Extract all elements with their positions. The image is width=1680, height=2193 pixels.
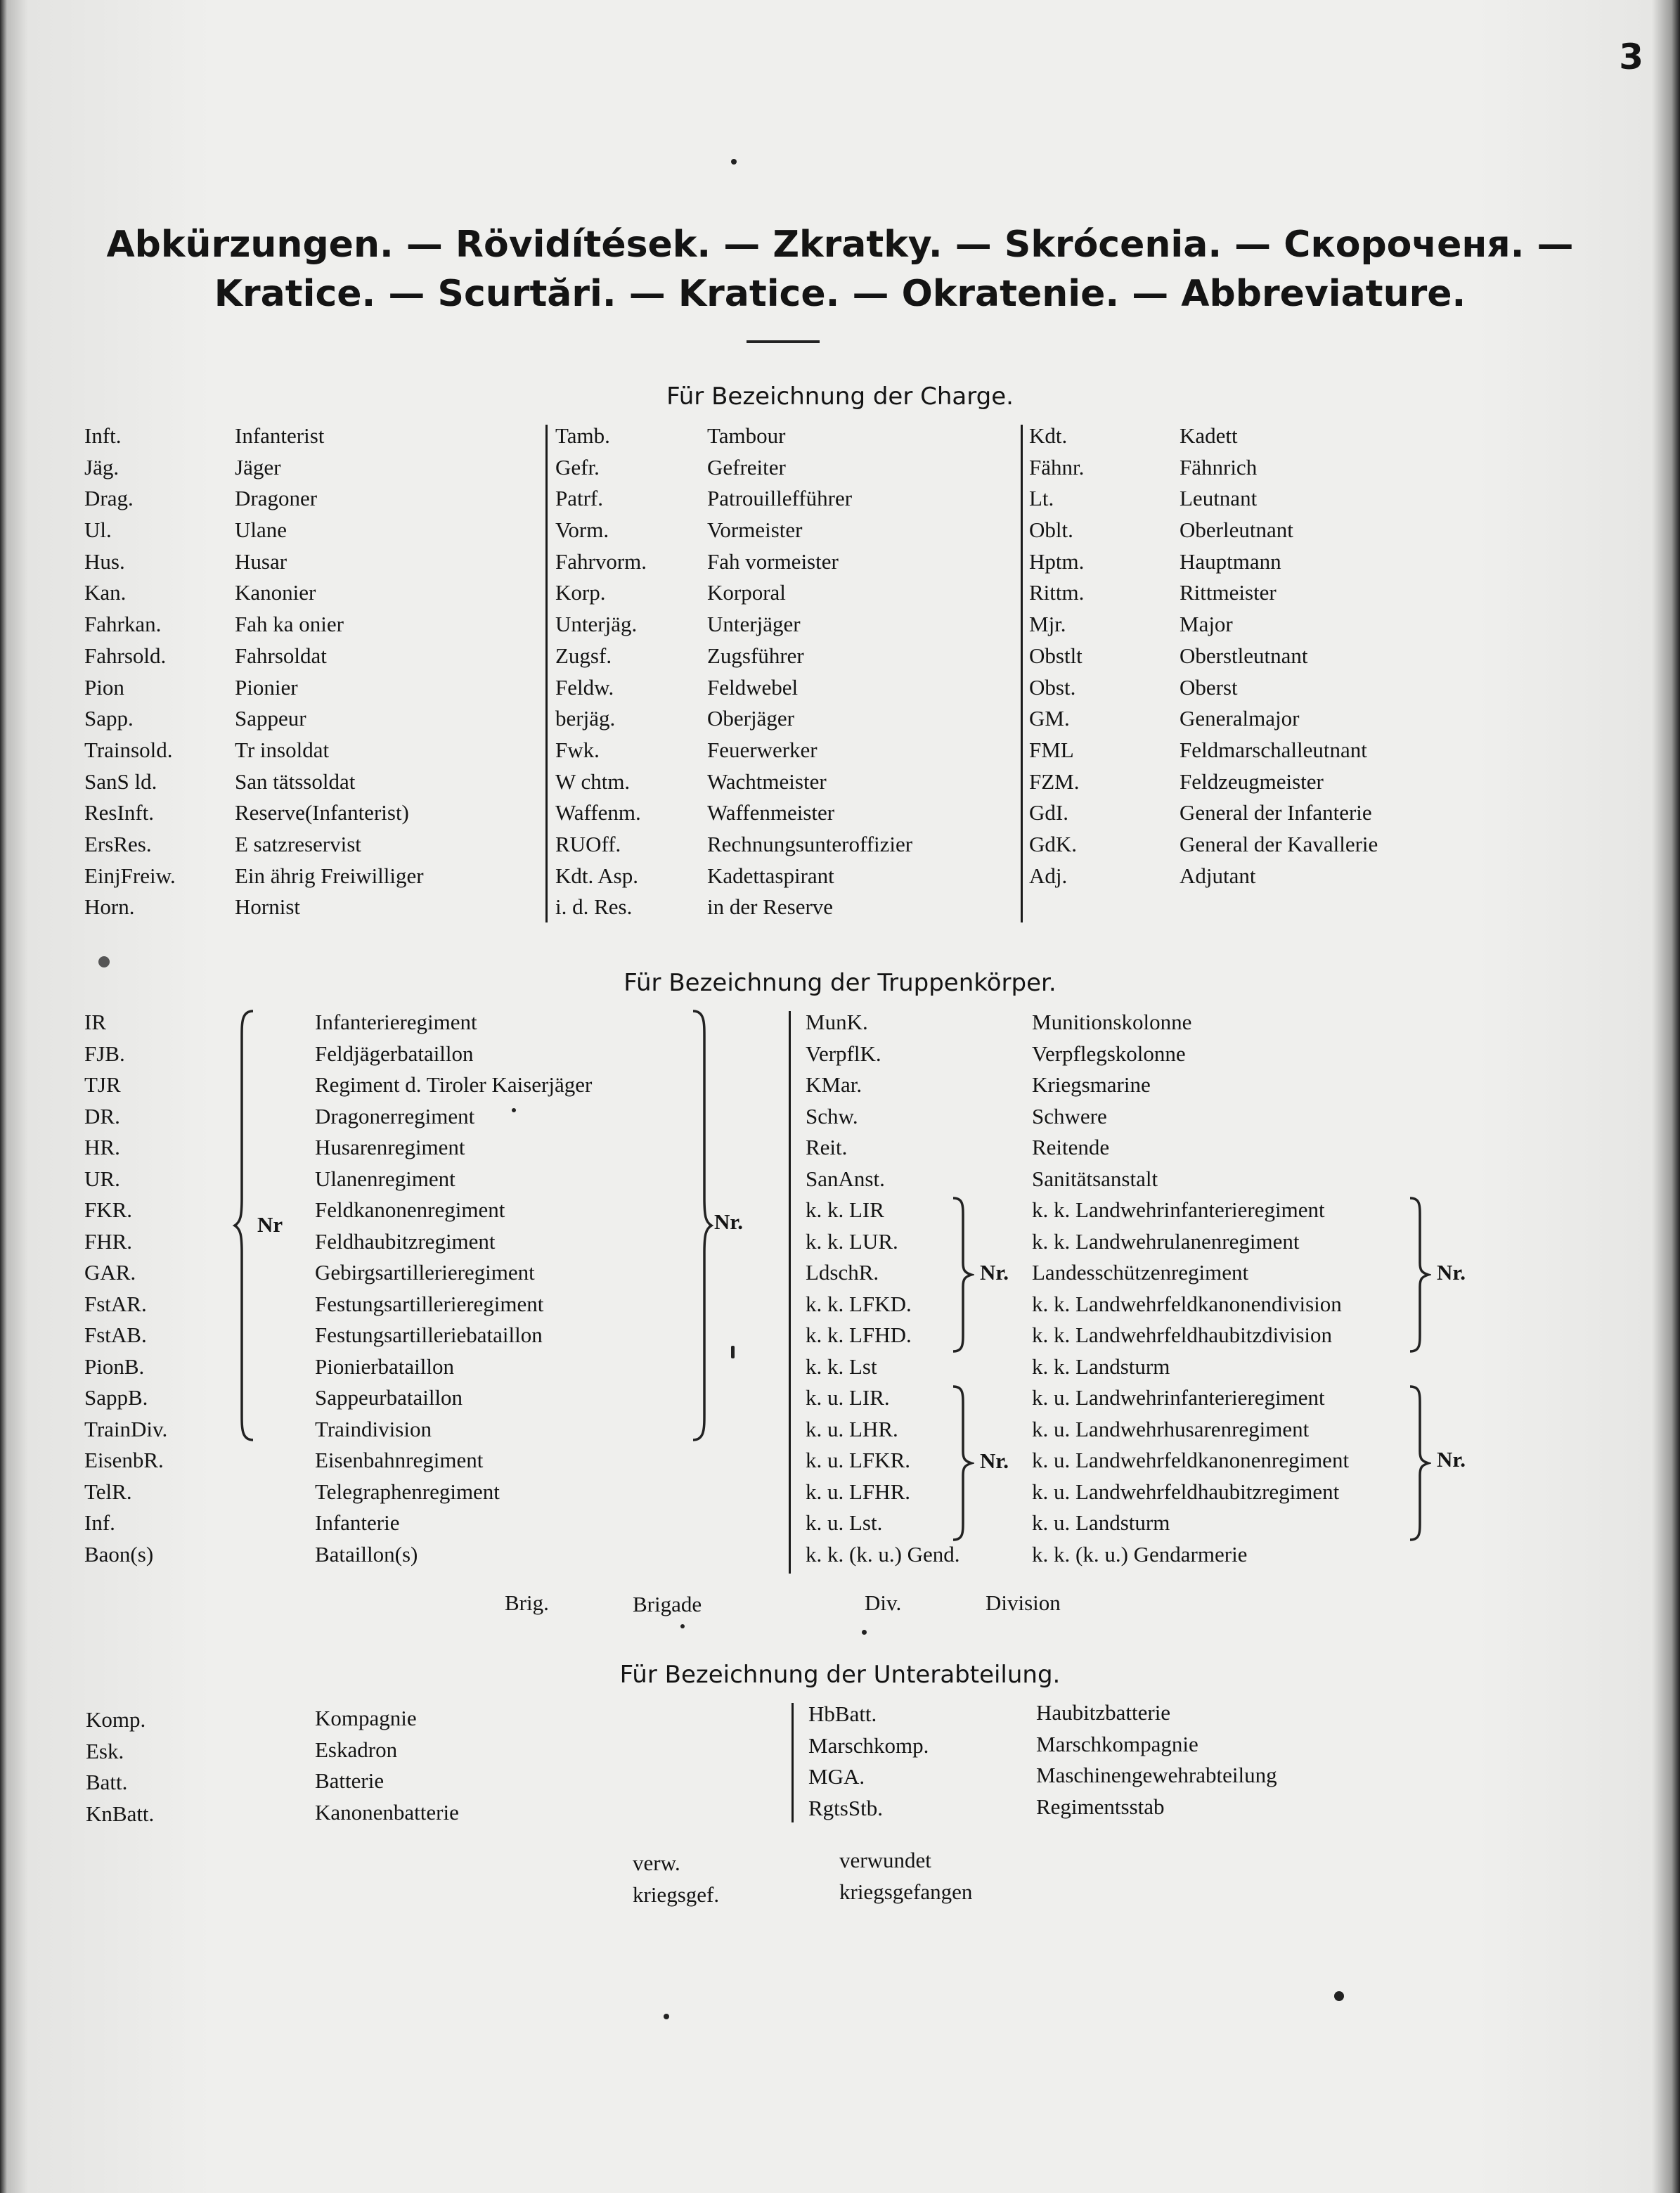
term: k. k. Landsturm	[1032, 1353, 1170, 1379]
term: Kadettaspirant	[707, 863, 834, 888]
abbr: FstAB.	[84, 1323, 147, 1347]
unterabteilung-left-full-list	[315, 1703, 459, 1829]
abbr: Mjr.	[1029, 612, 1066, 637]
abbr: GdK.	[1029, 831, 1078, 856]
term: Bataillon(s)	[315, 1541, 418, 1567]
term: Sanitätsanstalt	[1032, 1166, 1158, 1191]
abbr: Lt.	[1029, 486, 1054, 511]
abbr: Hus.	[84, 548, 125, 574]
unterabteilung-divider	[791, 1703, 794, 1822]
abbr: GAR.	[84, 1260, 136, 1285]
abbr: MGA.	[808, 1764, 865, 1789]
abbr: Tamb.	[555, 423, 610, 448]
abbr: Obstlt	[1029, 643, 1083, 668]
abbr: Rittm.	[1029, 580, 1085, 605]
abbr: k. k. LFKD.	[806, 1291, 912, 1316]
abbr: MunK.	[806, 1010, 868, 1034]
abbr: TrainDiv.	[84, 1416, 168, 1441]
extra-full-list	[839, 1845, 972, 1908]
abbr: Baon(s)	[84, 1541, 154, 1567]
abbr: Drag.	[84, 486, 134, 511]
term: Oberleutnant	[1180, 517, 1293, 543]
truppen-nr-label-right-2: Nr.	[1437, 1447, 1466, 1472]
term: Tambour	[707, 423, 786, 448]
abbr: Trainsold.	[84, 737, 173, 762]
term: Wachtmeister	[707, 768, 827, 794]
abbr: Sapp.	[84, 706, 134, 731]
term: Munitionskolonne	[1032, 1010, 1192, 1034]
term: k. k. Landwehrfeldhaubitzdivision	[1032, 1323, 1333, 1347]
term: Landesschützenregiment	[1032, 1260, 1249, 1285]
term: Ulanenregiment	[315, 1166, 455, 1191]
term: Schwere	[1032, 1103, 1107, 1128]
term: Gefreiter	[707, 454, 786, 480]
abbr: ResInft.	[84, 800, 155, 825]
abbr: TelR.	[84, 1479, 132, 1504]
scan-speck	[731, 159, 737, 165]
term: Korporal	[707, 580, 786, 605]
abbr: berjäg.	[555, 706, 616, 731]
term: Reserve(Infanterist)	[235, 800, 409, 825]
abbr: GM.	[1029, 706, 1070, 731]
abbr: Fähnr.	[1029, 454, 1085, 480]
term: Eskadron	[315, 1737, 398, 1762]
abbr: Fahrvorm.	[555, 548, 647, 574]
term: Major	[1180, 612, 1233, 637]
charge-col1-abbr-list	[84, 420, 176, 923]
term: Fah vormeister	[707, 548, 839, 574]
term: Dragonerregiment	[315, 1103, 475, 1128]
term: Maschinengewehrabteilung	[1036, 1763, 1277, 1788]
term: Kompagnie	[315, 1706, 417, 1730]
term: k. k. Landwehrulanenregiment	[1032, 1228, 1300, 1254]
term: Rechnungsunteroffizier	[707, 831, 913, 856]
abbr: RgtsStb.	[808, 1796, 883, 1821]
abbr: k. u. LIR.	[806, 1385, 890, 1410]
abbr: Oblt.	[1029, 517, 1073, 543]
abbr: Gefr.	[555, 454, 600, 480]
abbr: Patrf.	[555, 486, 604, 511]
truppen-right-brace-2	[950, 1384, 974, 1543]
charge-heading: Für Bezeichnung der Charge.	[666, 382, 1014, 411]
abbr: k. k. (k. u.) Gend.	[806, 1541, 960, 1567]
page-number: 3	[1619, 37, 1643, 77]
abbr: DR.	[84, 1103, 120, 1128]
term: Reitende	[1032, 1135, 1110, 1159]
truppen-heading: Für Bezeichnung der Truppenkörper.	[623, 969, 1057, 997]
term: Rittmeister	[1180, 580, 1277, 605]
abbr: FJB.	[84, 1041, 125, 1066]
abbr: Esk.	[86, 1738, 124, 1763]
term: Hornist	[235, 894, 300, 920]
abbr: Inft.	[84, 423, 122, 448]
charge-col3-abbr-list	[1029, 420, 1084, 892]
truppen-right-full-list	[1032, 1007, 1349, 1570]
title-rule	[747, 340, 820, 343]
abbr: Reit.	[806, 1135, 848, 1159]
abbr: SanS ld.	[84, 768, 157, 794]
term: Infanterist	[235, 423, 325, 448]
term: Oberstleutnant	[1180, 643, 1308, 668]
abbr: Marschkomp.	[808, 1732, 929, 1758]
term: Feldkanonenregiment	[315, 1197, 505, 1222]
abbr: kriegsgef.	[633, 1882, 720, 1907]
term: Telegraphenregiment	[315, 1479, 500, 1504]
term: Regimentsstab	[1036, 1794, 1165, 1820]
term: k. u. Landwehrfeldhaubitzregiment	[1032, 1479, 1340, 1504]
charge-divider-2	[1021, 425, 1023, 922]
abbr: SappB.	[84, 1385, 148, 1410]
truppen-nr-label-left: Nr	[257, 1212, 283, 1237]
truppen-left-brace-close	[687, 1008, 716, 1443]
term: Leutnant	[1180, 486, 1258, 511]
abbr: Vorm.	[555, 517, 609, 543]
term: Infanterie	[315, 1510, 400, 1535]
term: Kadett	[1180, 423, 1238, 448]
term: Feuerwerker	[707, 737, 818, 762]
truppen-right-brace-4	[1407, 1384, 1431, 1543]
abbr: W chtm.	[555, 768, 631, 794]
term: Pionier	[235, 674, 298, 700]
term: k. k. Landwehrinfanterieregiment	[1032, 1197, 1325, 1222]
term: E satzreservist	[235, 831, 361, 856]
abbr: Kdt. Asp.	[555, 863, 638, 888]
truppen-nr-label-right: Nr.	[714, 1209, 744, 1234]
charge-col1-full-list	[235, 420, 424, 923]
abbr: k. k. LIR	[806, 1197, 884, 1222]
scan-speck	[664, 2014, 669, 2019]
brig-full: Brigade	[633, 1592, 702, 1616]
abbr: verw.	[633, 1851, 680, 1875]
term: Feldwebel	[707, 674, 799, 700]
truppen-right-brace-1	[950, 1195, 974, 1354]
term: San tätssoldat	[235, 768, 356, 794]
charge-divider-1	[545, 425, 548, 922]
term: Pionierbataillon	[315, 1353, 455, 1379]
unterabteilung-right-abbr-list	[808, 1699, 929, 1825]
term: Kanonier	[235, 580, 316, 605]
abbr: Obst.	[1029, 674, 1076, 700]
abbr: FZM.	[1029, 768, 1080, 794]
truppen-nr-label-mid-1: Nr.	[980, 1260, 1009, 1285]
term: Dragoner	[235, 486, 318, 511]
term: Kanonenbatterie	[315, 1800, 459, 1825]
extra-abbr-list	[633, 1848, 719, 1910]
term: Eisenbahnregiment	[315, 1448, 484, 1472]
truppen-right-abbr-list	[806, 1007, 960, 1570]
abbr: TJR	[84, 1072, 121, 1097]
term: k. k. (k. u.) Gendarmerie	[1032, 1541, 1248, 1567]
scan-speck	[731, 1346, 735, 1358]
abbr: Fahrsold.	[84, 643, 167, 668]
abbr: FKR.	[84, 1197, 133, 1222]
abbr: KMar.	[806, 1072, 862, 1097]
term: Batterie	[315, 1768, 385, 1794]
abbr: FML	[1029, 737, 1074, 762]
abbr: k. u. LFHR.	[806, 1479, 910, 1504]
term: Patrouillefführer	[707, 486, 853, 511]
abbr: Horn.	[84, 894, 135, 920]
truppen-left-abbr-list	[84, 1007, 167, 1570]
term: Festungsartillerieregiment	[315, 1291, 544, 1316]
abbr: Pion	[84, 674, 124, 700]
abbr: Komp.	[86, 1707, 146, 1732]
term: Festungsartilleriebataillon	[315, 1323, 543, 1347]
abbr: RUOff.	[555, 831, 621, 856]
term: Unterjäger	[707, 612, 801, 637]
term: verwundet	[839, 1848, 931, 1872]
term: Fah ka onier	[235, 612, 344, 637]
term: Sappeur	[235, 706, 306, 731]
truppen-left-brace-open	[232, 1008, 260, 1443]
div-full: Division	[986, 1590, 1061, 1615]
abbr: Korp.	[555, 580, 606, 605]
scan-speck	[680, 1624, 685, 1628]
title-line-1: Abkürzungen. — Rövidítések. — Zkratky. — Skrócenia. — Скороченя. —	[106, 224, 1574, 266]
truppen-nr-label-right-1: Nr.	[1437, 1260, 1466, 1285]
abbr: Fahrkan.	[84, 612, 162, 637]
abbr: k. k. LUR.	[806, 1228, 898, 1254]
term: Husar	[235, 548, 287, 574]
abbr: HbBatt.	[808, 1702, 877, 1726]
term: k. u. Landwehrfeldkanonenregiment	[1032, 1448, 1350, 1472]
abbr: VerpflK.	[806, 1041, 881, 1066]
abbr: Hptm.	[1029, 548, 1085, 574]
abbr: Kan.	[84, 580, 127, 605]
abbr: ErsRes.	[84, 831, 152, 856]
term: Feldzeugmeister	[1180, 768, 1324, 794]
abbr: UR.	[84, 1166, 120, 1191]
abbr: Fwk.	[555, 737, 600, 762]
unterabteilung-left-abbr-list	[86, 1704, 154, 1830]
term: Gebirgsartillerieregiment	[315, 1260, 535, 1285]
abbr: FstAR.	[84, 1291, 147, 1316]
term: Infanterieregiment	[315, 1010, 477, 1034]
charge-col3-full-list	[1180, 420, 1378, 892]
abbr: Adj.	[1029, 863, 1068, 888]
scan-speck	[1334, 1991, 1344, 2001]
abbr: Waffenm.	[555, 800, 641, 825]
term: Generalmajor	[1180, 706, 1300, 731]
abbr: Unterjäg.	[555, 612, 638, 637]
abbr: Kdt.	[1029, 423, 1068, 448]
abbr: k. u. Lst.	[806, 1510, 883, 1535]
term: Marschkompagnie	[1036, 1731, 1198, 1756]
term: Zugsführer	[707, 643, 804, 668]
abbr: Inf.	[84, 1510, 115, 1535]
term: Oberst	[1180, 674, 1238, 700]
term: k. u. Landsturm	[1032, 1510, 1170, 1535]
abbr: SanAnst.	[806, 1166, 885, 1191]
truppen-left-full-list	[315, 1007, 592, 1570]
term: Waffenmeister	[707, 800, 835, 825]
brig-abbr: Brig.	[505, 1590, 549, 1615]
abbr: Ul.	[84, 517, 112, 543]
term: Vormeister	[707, 517, 803, 543]
truppen-nr-label-mid-2: Nr.	[980, 1448, 1009, 1473]
abbr: k. k. Lst	[806, 1353, 877, 1379]
term: Verpflegskolonne	[1032, 1041, 1186, 1066]
term: kriegsgefangen	[839, 1879, 973, 1904]
term: Ulane	[235, 517, 287, 543]
abbr: IR	[84, 1010, 106, 1034]
abbr: Zugsf.	[555, 643, 612, 668]
term: Husarenregiment	[315, 1135, 465, 1159]
term: Ein ährig Freiwilliger	[235, 863, 424, 888]
term: Feldmarschalleutnant	[1180, 737, 1367, 762]
charge-col2-abbr-list	[555, 420, 647, 923]
abbr: EisenbR.	[84, 1448, 164, 1472]
term: k. k. Landwehrfeldkanonendivision	[1032, 1291, 1342, 1316]
term: Tr insoldat	[235, 737, 330, 762]
term: General der Infanterie	[1180, 800, 1372, 825]
unterabteilung-heading: Für Bezeichnung der Unterabteilung.	[619, 1661, 1061, 1689]
abbr: LdschR.	[806, 1260, 879, 1285]
term: Hauptmann	[1180, 548, 1281, 574]
abbr: HR.	[84, 1135, 120, 1159]
abbr: PionB.	[84, 1353, 145, 1379]
title-line-2: Kratice. — Scurtări. — Kratice. — Okratenie. — Abbreviature.	[214, 273, 1466, 315]
unterabteilung-right-full-list	[1036, 1697, 1277, 1823]
term: Sappeurbataillon	[315, 1385, 463, 1410]
term: Adjutant	[1180, 863, 1256, 888]
term: Oberjäger	[707, 706, 794, 731]
abbr: Batt.	[86, 1770, 128, 1795]
term: Regiment d. Tiroler Kaiserjäger	[315, 1072, 593, 1097]
term: k. u. Landwehrinfanterieregiment	[1032, 1385, 1325, 1410]
abbr: i. d. Res.	[555, 894, 633, 920]
abbr: Jäg.	[84, 454, 119, 480]
term: Feldjägerbataillon	[315, 1041, 474, 1066]
term: Fahrsoldat	[235, 643, 327, 668]
truppen-right-brace-3	[1407, 1195, 1431, 1354]
truppen-divider	[789, 1011, 791, 1574]
term: Traindivision	[315, 1416, 432, 1441]
abbr: EinjFreiw.	[84, 863, 176, 888]
abbr: k. u. LHR.	[806, 1416, 898, 1441]
abbr: k. u. LFKR.	[806, 1448, 910, 1472]
term: Haubitzbatterie	[1036, 1700, 1171, 1725]
abbr: Feldw.	[555, 674, 614, 700]
scan-speck	[862, 1630, 867, 1635]
term: Fähnrich	[1180, 454, 1258, 480]
div-abbr: Div.	[865, 1590, 902, 1615]
abbr: k. k. LFHD.	[806, 1323, 912, 1347]
term: Jäger	[235, 454, 281, 480]
abbr: KnBatt.	[86, 1801, 155, 1827]
abbr: FHR.	[84, 1228, 133, 1254]
term: General der Kavallerie	[1180, 831, 1378, 856]
term: k. u. Landwehrhusarenregiment	[1032, 1416, 1310, 1441]
scan-speck	[512, 1108, 516, 1112]
abbr: Schw.	[806, 1103, 858, 1128]
abbr: GdI.	[1029, 800, 1068, 825]
term: in der Reserve	[707, 894, 834, 920]
term: Kriegsmarine	[1032, 1072, 1151, 1097]
term: Feldhaubitzregiment	[315, 1228, 496, 1254]
charge-col2-full-list	[707, 420, 912, 923]
scan-speck	[98, 956, 110, 967]
